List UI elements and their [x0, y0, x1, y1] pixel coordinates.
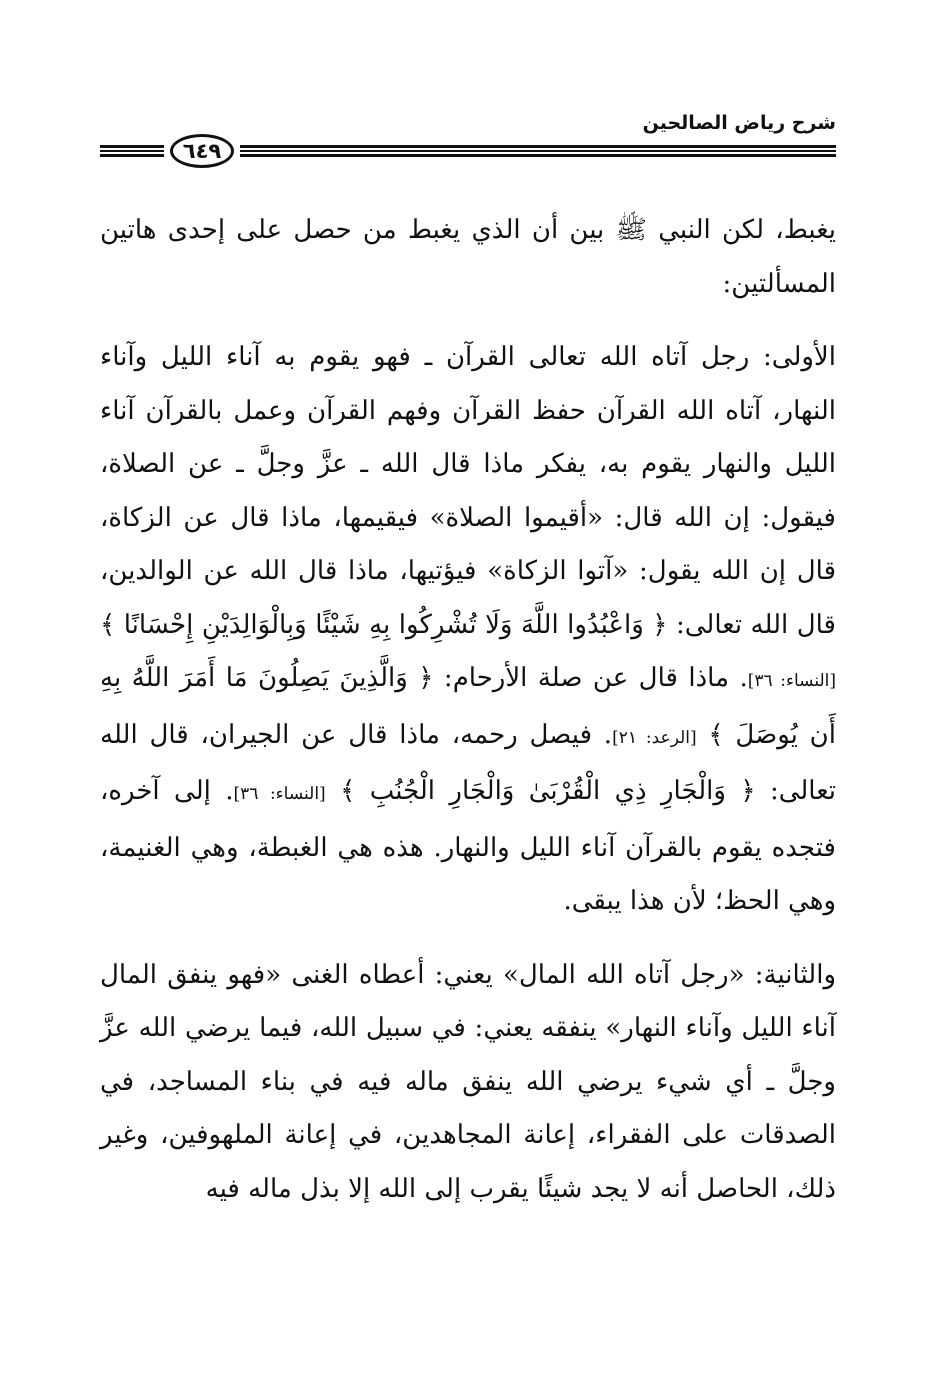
header-rule-left	[100, 145, 164, 157]
page-header	[100, 112, 836, 182]
paragraph-2-text-b: . ماذا قال عن صلة الأرحام: ﴿ وَالَّذِينَ يَصِلُونَ مَا أَمَرَ اللَّهُ بِهِ أَن يُوصَلَ ﴾	[100, 663, 836, 750]
paragraph-2-text-c: . فيصل رحمه، ماذا قال عن الجيران، قال الله تعالى: ﴿ وَالْجَارِ ذِي الْقُرْبَىٰ وَالْجَارِ الْجُنُبِ ﴾	[100, 719, 837, 806]
paragraph-3: والثانية: «رجل آتاه الله المال» يعني: أعطاه الغنى «فهو ينفق المال آناء الليل وآناء النهار» ينفقه يعني: في سبيل الله، فيما يرضي الله عزَّ وجلَّ ـ أي شيء يرضي الله ينفق ماله فيه في بناء المساجد، في الصدقات على الفقراء، إعانة المجاهدين، في إعانة الملهوفين، وغير ذلك، الحاصل أنه لا يجد شيئًا يقرب إلى الله إلا بذل ماله فيه	[100, 959, 836, 1204]
paragraph-1: يغبط، لكن النبي ﷺ بين أن الذي يغبط من حصل على إحدى هاتين المسألتين:	[100, 215, 836, 299]
page-body	[100, 204, 836, 1236]
page-number: ٦٤٩	[170, 134, 234, 168]
paragraph-2-text-a: الأولى: رجل آتاه الله تعالى القرآن ـ فهو يقوم به آناء الليل وآناء النهار، آتاه الله القرآن حفظ القرآن وفهم القرآن وعمل بالقرآن آناء الليل والنهار يقوم به، يفكر ماذا قال الله ـ عزَّ وجلَّ ـ عن الصلاة، فيقول: إن الله قال: «أقيموا الصلاة» فيقيمها، ماذا قال عن الزكاة، قال إن الله يقول: «آتوا الزكاة» فيؤتيها، ماذا قال الله عن الوالدين، قال الله تعالى: ﴿ وَاعْبُدُوا اللَّهَ وَلَا تُشْرِكُوا بِهِ شَيْئًا وَبِالْوَالِدَيْنِ إِحْسَانًا ﴾	[100, 342, 836, 640]
quran-reference-1: [النساء: ٣٦]	[747, 671, 836, 691]
paragraph-2-text-d: . إلى آخره، فتجده يقوم بالقرآن آناء الليل والنهار. هذه هي الغبطة، وهي الغنيمة، وهي الحظ؛ لأن هذا يبقى.	[100, 776, 836, 916]
paragraph-2	[100, 331, 836, 929]
quran-reference-2: [الرعد: ٢١]	[612, 727, 697, 748]
running-title: شرح رياض الصالحين	[642, 112, 836, 134]
header-rule-right	[240, 145, 836, 157]
quran-reference-3: [النساء: ٣٦]	[233, 784, 326, 804]
